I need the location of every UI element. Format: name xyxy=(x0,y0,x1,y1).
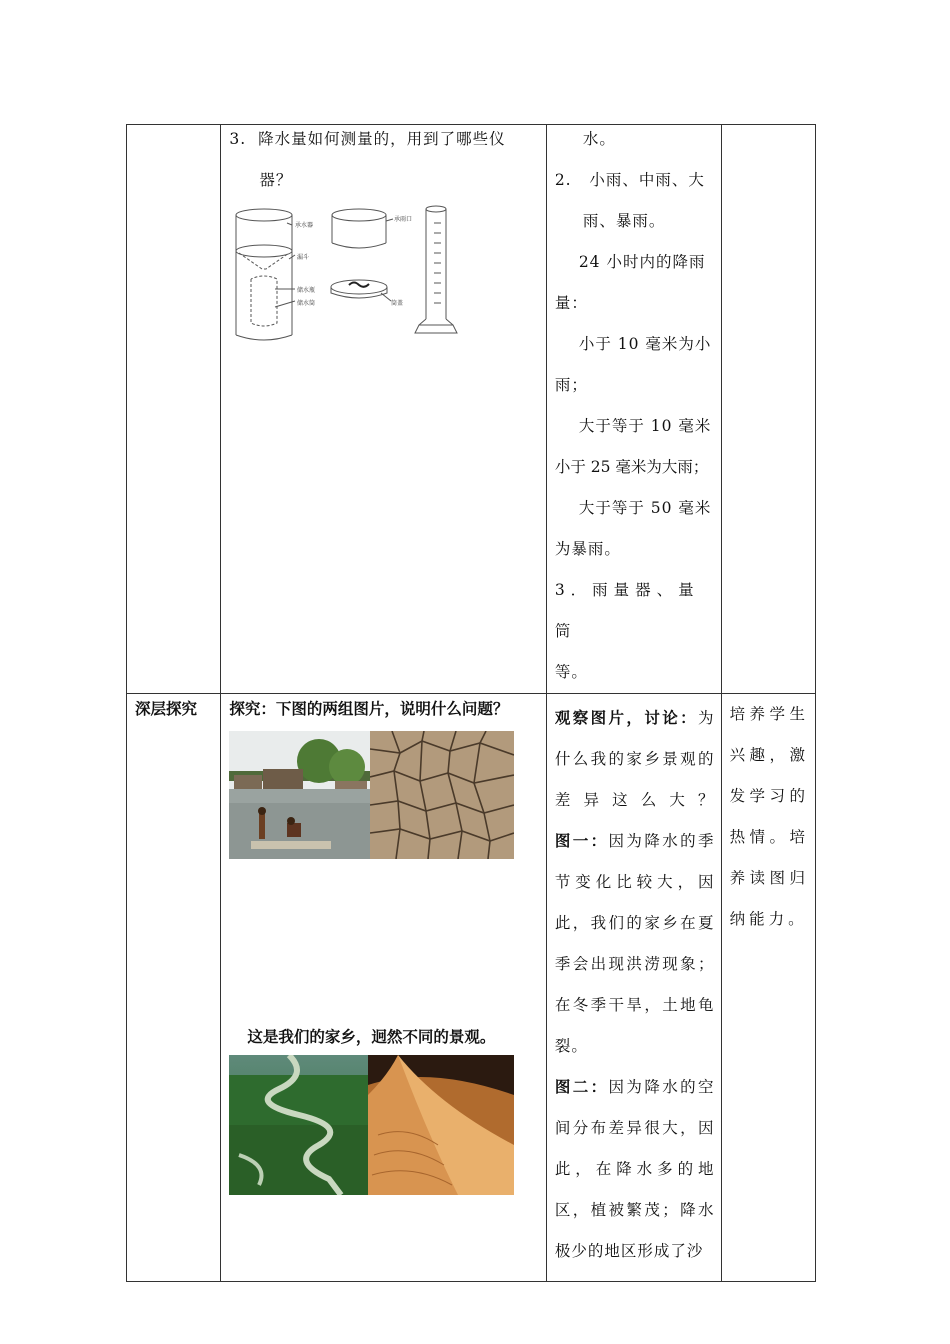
answer-line: 雨； xyxy=(554,376,588,394)
river-forest-photo xyxy=(229,1055,368,1195)
answer-line: 2. 小雨、中雨、大 xyxy=(554,171,705,189)
rain-gauge-diagram xyxy=(229,203,539,353)
stage-cell xyxy=(127,694,221,1282)
answer-line: 大于等于 10 毫米 xyxy=(578,417,712,435)
discussion-heading: 观察图片，讨论：为什么我的家乡景观的差异这么大？ xyxy=(554,709,715,809)
answer-line: 等。 xyxy=(554,663,588,681)
label-mouth: 承雨口 xyxy=(394,216,413,223)
photo-caption: 这是我们的家乡，迥然不同的景观。 xyxy=(247,1028,496,1046)
question-cell xyxy=(221,125,546,694)
note-cell xyxy=(721,125,815,694)
answer-line: 24 小时内的降雨 xyxy=(578,253,706,271)
table-row xyxy=(127,125,816,694)
label-receiver: 承水器 xyxy=(295,222,314,229)
objective-text: 培养学生兴趣，激发学习的热情。培养读图归纳能力。 xyxy=(729,705,809,928)
answer-line: 为暴雨。 xyxy=(554,540,621,558)
answer-line: 量： xyxy=(554,294,588,312)
prompt-cell xyxy=(221,694,546,1282)
answer-line: 小于 25 毫米为大雨； xyxy=(554,458,709,476)
label-lid: 筒盖 xyxy=(391,300,404,307)
cracked-earth-photo xyxy=(370,731,514,859)
answer-line: 雨、暴雨。 xyxy=(582,212,666,230)
photo-group-two xyxy=(229,1055,539,1195)
flood-photo xyxy=(229,731,370,859)
question-text: 3. 降水量如何测量的，用到了哪些仪 xyxy=(229,130,506,148)
figure-one-explanation: 图一：因为降水的季节变化比较大，因此，我们的家乡在夏季会出现洪涝现象；在冬季干旱，土地龟裂。 xyxy=(554,832,715,1055)
question-text-cont: 器？ xyxy=(259,171,293,189)
table-row xyxy=(127,694,816,1282)
discussion-cell xyxy=(546,694,721,1282)
label-cylinder: 储水筒 xyxy=(297,300,316,307)
desert-dune-photo xyxy=(368,1055,514,1195)
label-funnel: 漏斗 xyxy=(297,254,310,261)
answer-cell xyxy=(546,125,721,694)
answer-line: 水。 xyxy=(582,130,616,148)
lesson-plan-table xyxy=(126,124,816,1282)
prompt-text: 探究：下图的两组图片，说明什么问题？ xyxy=(229,700,509,718)
stage-label: 深层探究 xyxy=(135,700,198,718)
answer-line: 大于等于 50 毫米 xyxy=(578,499,712,517)
answer-line: 小于 10 毫米为小 xyxy=(578,335,712,353)
answer-line: 3．雨量器、量筒 xyxy=(554,581,700,640)
stage-cell xyxy=(127,125,221,694)
photo-group-one xyxy=(229,731,539,859)
figure-two-explanation: 图二：因为降水的空间分布差异很大，因此，在降水多的地区，植被繁茂；降水极少的地区形成了沙 xyxy=(554,1078,715,1260)
objective-cell xyxy=(721,694,815,1282)
label-bottle: 储水瓶 xyxy=(297,287,316,294)
